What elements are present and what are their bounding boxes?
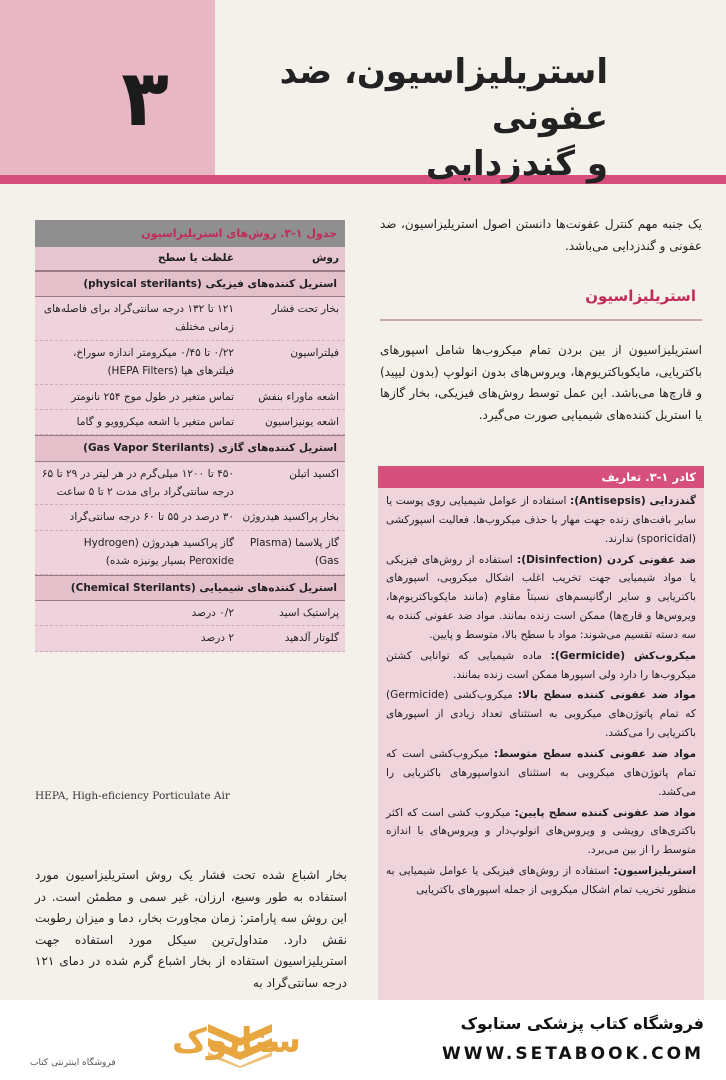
definition-item [386,492,696,549]
shop-url-link[interactable]: WWW.SETABOOK.COM [442,1044,704,1064]
footer-banner [0,1000,726,1080]
definition-item [386,862,696,900]
table-cell-concentration: ۳۰ درصد در ۵۵ تا ۶۰ درجه سانتی‌گراد [69,511,234,524]
definition-term: استریلیزاسیون: [613,865,696,878]
column-header-concentration: غلظت یا سطح [157,252,234,265]
definition-item [386,551,696,645]
definition-text: میکروب کشی است که اکثر باکتری‌های رویشی و ویروس‌های انولوپ‌دار و ویروس‌های با اندازه متوسط را از بین می‌برد. [386,806,696,857]
table-cell-concentration: ۰/۲۲ تا ۰/۴۵ میکرومتر اندازه سوراخ، فیلترهای هپا (HEPA Filters) [72,346,234,378]
table-cell-method: اشعه ماوراء بنفش [258,390,339,403]
table-cell-method: گاز پلاسما (Plasma Gas) [249,536,339,568]
table-cell-concentration: ۱۲۱ تا ۱۳۲ درجه سانتی‌گراد برای فاصله‌های زمانی مختلف [43,303,234,334]
table-caption: جدول ۱-۳. روش‌های استریلیزاسیون [35,220,345,247]
box-caption: کادر ۱-۳. تعاریف [378,466,704,488]
logo-wordmark: ستابوک [172,1021,301,1061]
definition-term: مواد ضد عفونی کننده سطح بالا: [517,689,696,702]
table-row [35,531,345,575]
column-header-method: روش [311,252,339,265]
table-header-row [35,247,345,270]
section-heading-text: استریلیزاسیون [585,287,696,305]
section-heading [380,283,702,321]
table-footnote: HEPA, High-eficiency Porticulate Air [35,790,230,802]
table-row [35,385,345,410]
table-cell-concentration: ۰/۲ درصد [191,606,234,619]
chapter-number: ۳ [121,54,169,144]
table-cell-method: بخار پراکسید هیدروژن [242,511,339,524]
definition-text: میکروب‌کشی است که تمام پاتوژن‌های میکروبی به استثنای اندواسپورهای باکتریایی را می‌کشد. [386,747,696,798]
sterilization-methods-table [35,220,345,652]
table-cell-concentration: گاز پراکسید هیدروژن (Hydrogen Peroxide بسیار یونیزه شده) [83,536,234,568]
table-cell-concentration: تماس متغیر با اشعه میکروویو و گاما [76,415,234,428]
table-section-gas: استریل کننده‌های گازی (Gas Vapor Sterilants) [35,435,345,461]
table-row [35,626,345,651]
definition-item [386,686,696,743]
definition-text: استفاده از روش‌های فیزیکی یا عوامل شیمیایی به منظور تخریب تمام اشکال میکروبی از جمله اسپورهای باکتریایی [386,865,696,896]
definition-term: ضد عفونی کردن (Disinfection): [517,553,696,566]
table-cell-concentration: ۲ درصد [200,632,234,645]
definition-text: میکروب‌کشی (Germicide) که تمام پاتوژن‌های میکروبی به استثنای تعداد زیادی از اسپورهای باکتریایی را می‌کشد. [386,689,696,740]
definition-term: گندزدایی (Antisepsis): [569,495,696,507]
definition-item [386,745,696,802]
table-row [35,341,345,385]
box-body [378,488,704,906]
table-cell-method: فیلتراسیون [290,346,339,359]
table-cell-method: گلوتار آلدهید [284,632,339,645]
definition-term: میکروب‌کش (Germicide): [550,649,696,662]
table-section-chemical: استریل کننده‌های شیمیایی (Chemical Sterilants) [35,575,345,601]
definition-item [386,804,696,861]
table-cell-method: پراستیک اسید [279,606,339,619]
shop-name: فروشگاه کتاب پزشکی ستابوک [460,1014,704,1033]
chapter-title-line2: و گندزدایی [425,143,608,184]
table-row [35,505,345,530]
table-cell-concentration: تماس متغیر در طول موج ۲۵۴ نانومتر [71,390,234,403]
chapter-title [188,50,608,188]
definitions-box [378,466,704,1006]
left-body-paragraph: بخار اشباع شده تحت فشار یک روش استریلیزاسیون مورد استفاده به طور وسیع، ارزان، غیر سمی و مطمئن است. در این روش سه پارامتر: زمان مجاورت بخار، دما و میزان رطوبت نقش دارد. متداول‌ترین سیکل مورد استفاده جهت استریلیزاسیون استفاده از بخار اشباع گرم شده در دمای ۱۲۱ درجه سانتی‌گراد به [35,868,347,990]
definition-text: استفاده از عوامل شیمیایی روی پوست یا سایر بافت‌های زنده جهت مهار یا حذف میکروب‌ها. فعالیت اسپورکشی (sporicidal) ندارند. [386,495,696,545]
table-row [35,410,345,435]
definition-text: ماده شیمیایی که توانایی کشتن میکروب‌ها را دارد ولی اسپورها ممکن است زنده بمانند. [386,649,696,681]
definition-text: استفاده از روش‌های فیزیکی یا مواد شیمیایی جهت تخریب اغلب اشکال میکروبی، اسپورهای باکتریایی و سایر ارگانیسم‌های نسبتاً مقاوم (مانند مایکوباکتریوم‌ها، ویروس‌ها و قارچ‌ها) ممکن است زنده بمانند. مواد ضد عفونی کننده به سه دسته تقسیم می‌شوند: مواد با سطح بالا، متوسط و پایین. [386,553,696,641]
chapter-title-line1: استریلیزاسیون، ضد عفونی [279,52,608,138]
table-row [35,601,345,626]
table-cell-method: اشعه یونیزاسیون [265,415,339,428]
table-row [35,462,345,506]
logo-subtitle: فروشگاه اینترنتی کتاب [30,1058,116,1068]
table-cell-concentration: ۴۵۰ تا ۱۲۰۰ میلی‌گرم در هر لیتر در ۲۹ تا ۶۵ درجه سانتی‌گراد برای مدت ۲ تا ۵ ساعت [41,467,234,498]
intro-paragraph: یک جنبه مهم کنترل عفونت‌ها دانستن اصول استریلیزاسیون، ضد عفونی و گندزدایی می‌باشد. [380,217,702,253]
table-row [35,297,345,341]
table-cell-method: اکسید اتیلن [289,467,339,480]
section-body-paragraph: استریلیزاسیون از بین بردن تمام میکروب‌ها شامل اسپورهای باکتریایی، مایکوباکتریوم‌ها، ویروس‌های بدون انولوپ (بدون لیپید) و قارچ‌ها می‌باشد. این عمل توسط روش‌های فیزیکی، بخار گازها یا استریل کننده‌های شیمیایی صورت می‌گیرد. [380,343,702,422]
definition-term: مواد ضد عفونی کننده سطح پایین: [514,806,696,819]
table-section-physical: استریل کننده‌های فیزیکی (physical sterilants) [35,271,345,297]
definition-item [386,647,696,685]
table-cell-method: بخار تحت فشار [271,303,339,315]
definition-term: مواد ضد عفونی کننده سطح متوسط: [493,747,696,760]
